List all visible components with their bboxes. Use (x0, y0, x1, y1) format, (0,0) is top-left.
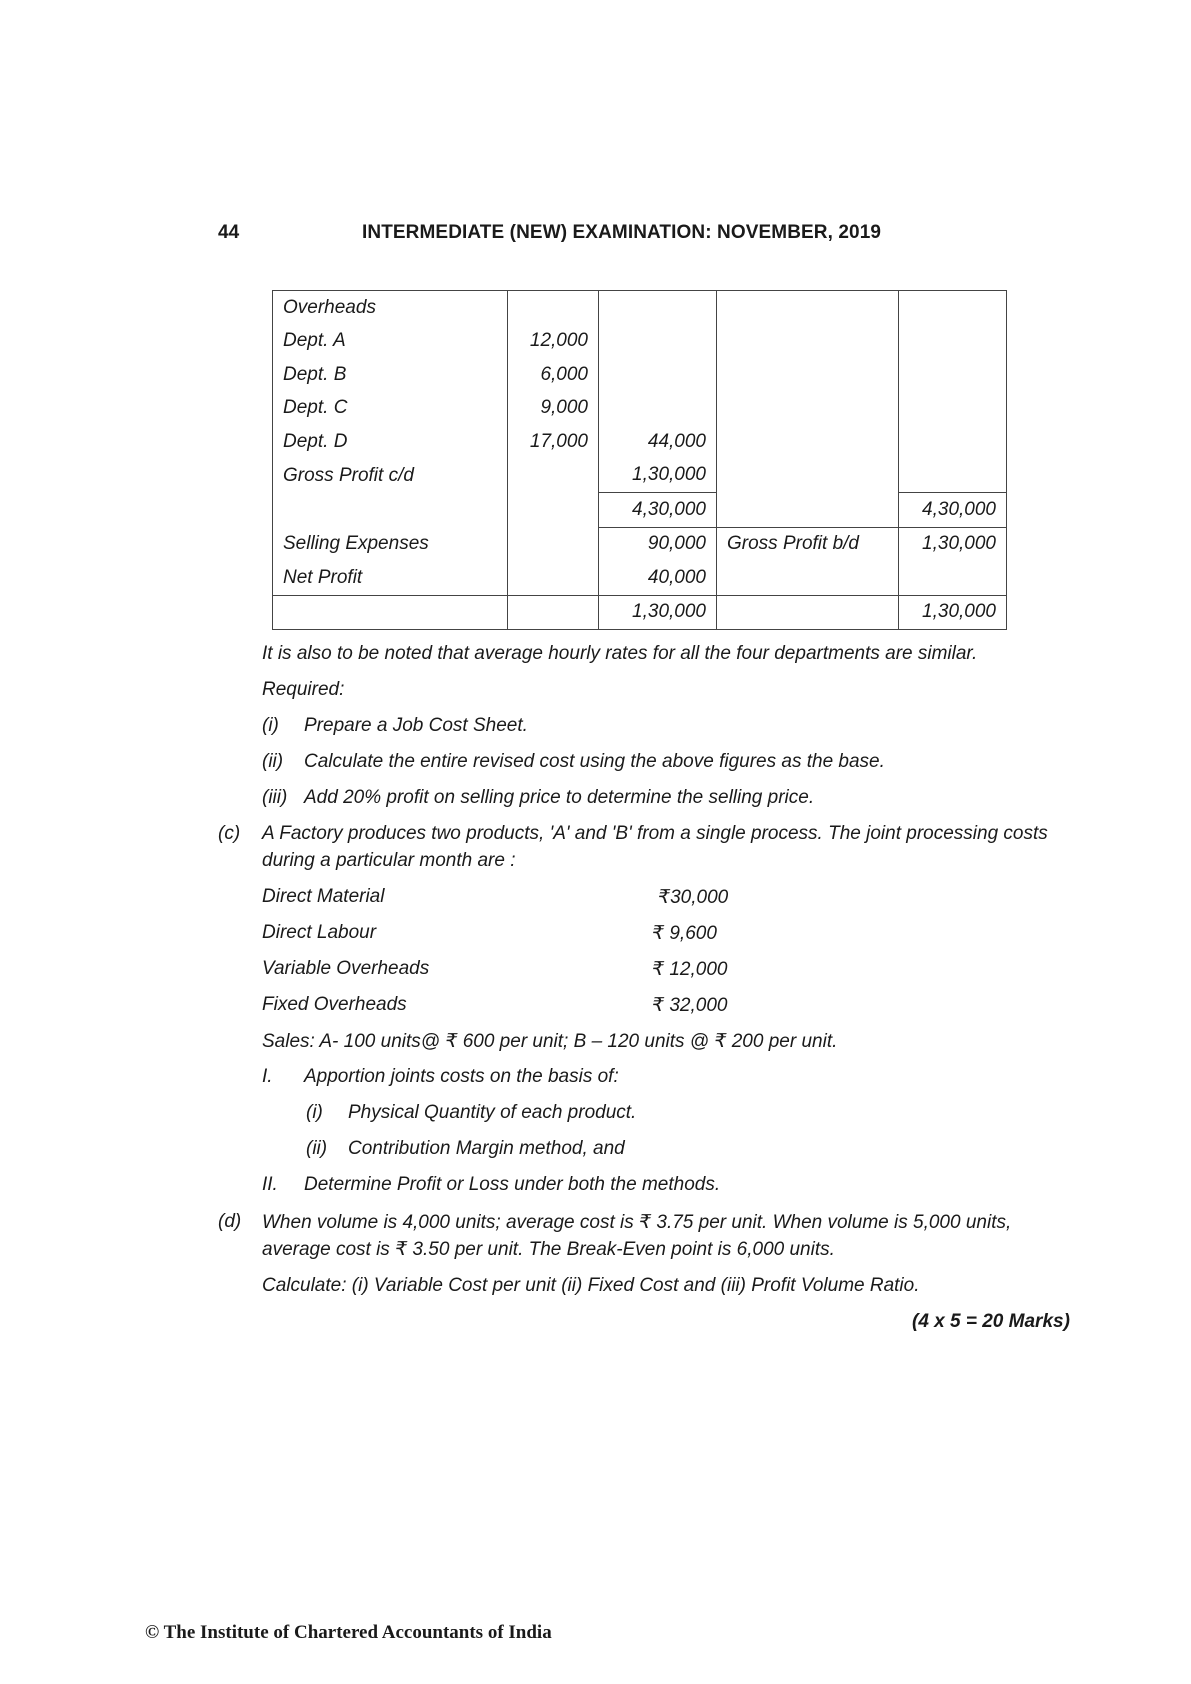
table-cell (599, 291, 717, 325)
table-cell (717, 561, 899, 595)
sales-text: Sales: A- 100 units@ ₹ 600 per unit; B – 120 units @ ₹ 200 per unit. (262, 1031, 838, 1052)
table-cell: 40,000 (599, 561, 717, 595)
item-text: Prepare a Job Cost Sheet. (304, 715, 528, 736)
table-row (273, 595, 1007, 630)
table-cell: Selling Expenses (273, 527, 508, 561)
table-cell (508, 459, 599, 493)
table-row (273, 392, 1007, 426)
marks-label: (4 x 5 = 20 Marks) (912, 1311, 1070, 1332)
table-row (273, 291, 1007, 325)
table-cell: 1,30,000 (899, 527, 1007, 561)
item-number: (i) (306, 1102, 323, 1123)
table-row (273, 493, 1007, 528)
item-number: (iii) (262, 787, 288, 808)
item-text: Calculate the entire revised cost using the above figures as the base. (304, 751, 885, 772)
calculate-text: Calculate: (i) Variable Cost per unit (ii) Fixed Cost and (iii) Profit Volume Ratio. (262, 1275, 920, 1296)
page-number: 44 (218, 222, 240, 243)
table-row (273, 325, 1007, 359)
cost-value: ₹ 32,000 (652, 995, 728, 1016)
note-text: It is also to be noted that average hourly rates for all the four departments are similar. (262, 643, 978, 664)
table-cell (599, 325, 717, 359)
table-cell: Dept. B (273, 358, 508, 392)
table-cell: 17,000 (508, 425, 599, 459)
table-cell: 12,000 (508, 325, 599, 359)
table-row (273, 561, 1007, 595)
table-cell (273, 493, 508, 528)
item-text: Contribution Margin method, and (348, 1138, 625, 1159)
cost-label: Direct Material (262, 886, 385, 907)
table-cell (508, 291, 599, 325)
cost-value: ₹ 9,600 (652, 923, 717, 944)
footer-copyright: © The Institute of Chartered Accountants of India (145, 1622, 552, 1643)
question-text: during a particular month are : (262, 850, 516, 871)
table-cell (899, 392, 1007, 426)
table-cell (899, 561, 1007, 595)
table-cell: 6,000 (508, 358, 599, 392)
table-cell: 4,30,000 (899, 493, 1007, 528)
table-cell (717, 392, 899, 426)
item-text: Apportion joints costs on the basis of: (304, 1066, 619, 1087)
table-cell (899, 291, 1007, 325)
table-cell (899, 425, 1007, 459)
table-cell: Gross Profit b/d (717, 527, 899, 561)
required-label: Required: (262, 679, 345, 700)
table-cell (508, 527, 599, 561)
item-number: (i) (262, 715, 279, 736)
table-cell (508, 561, 599, 595)
item-text: Add 20% profit on selling price to determine the selling price. (304, 787, 815, 808)
item-text: Determine Profit or Loss under both the methods. (304, 1174, 721, 1195)
question-text: average cost is ₹ 3.50 per unit. The Break-Even point is 6,000 units. (262, 1239, 835, 1260)
table-cell: 44,000 (599, 425, 717, 459)
table-cell (899, 459, 1007, 493)
table-cell (508, 493, 599, 528)
table-cell: 4,30,000 (599, 493, 717, 528)
table-cell (508, 595, 599, 630)
table-cell: Net Profit (273, 561, 508, 595)
item-number: (ii) (262, 751, 284, 772)
table-cell: 90,000 (599, 527, 717, 561)
table-cell: Dept. D (273, 425, 508, 459)
cost-label: Direct Labour (262, 922, 377, 943)
table-cell (599, 358, 717, 392)
table-cell (717, 325, 899, 359)
table-row (273, 358, 1007, 392)
table-cell: 1,30,000 (899, 595, 1007, 630)
table-row (273, 527, 1007, 561)
table-row (273, 425, 1007, 459)
table-row (273, 459, 1007, 493)
item-number: I. (262, 1066, 273, 1087)
question-label: (d) (218, 1211, 242, 1232)
table-cell (717, 595, 899, 630)
table-cell (717, 291, 899, 325)
table-cell: Dept. A (273, 325, 508, 359)
table-cell (717, 493, 899, 528)
table-cell: Dept. C (273, 392, 508, 426)
question-text: A Factory produces two products, 'A' and 'B' from a single process. The joint processing costs (262, 823, 1048, 844)
question-label: (c) (218, 823, 241, 844)
table-cell (273, 595, 508, 630)
cost-value: ₹30,000 (658, 887, 729, 908)
cost-label: Variable Overheads (262, 958, 430, 979)
question-text: When volume is 4,000 units; average cost is ₹ 3.75 per unit. When volume is 5,000 units, (262, 1212, 1012, 1233)
table-cell (717, 425, 899, 459)
table-cell (717, 358, 899, 392)
table-cell (899, 358, 1007, 392)
table-cell: 1,30,000 (599, 595, 717, 630)
item-number: (ii) (306, 1138, 328, 1159)
table-cell (717, 459, 899, 493)
account-table (272, 290, 1007, 630)
page-header-title: INTERMEDIATE (NEW) EXAMINATION: NOVEMBER, 2019 (362, 222, 882, 243)
table-cell: Gross Profit c/d (273, 459, 508, 493)
table-cell (599, 392, 717, 426)
item-number: II. (262, 1174, 278, 1195)
item-text: Physical Quantity of each product. (348, 1102, 637, 1123)
table-cell: Overheads (273, 291, 508, 325)
cost-value: ₹ 12,000 (652, 959, 728, 980)
table-cell: 1,30,000 (599, 459, 717, 493)
table-cell: 9,000 (508, 392, 599, 426)
cost-label: Fixed Overheads (262, 994, 407, 1015)
table-cell (899, 325, 1007, 359)
